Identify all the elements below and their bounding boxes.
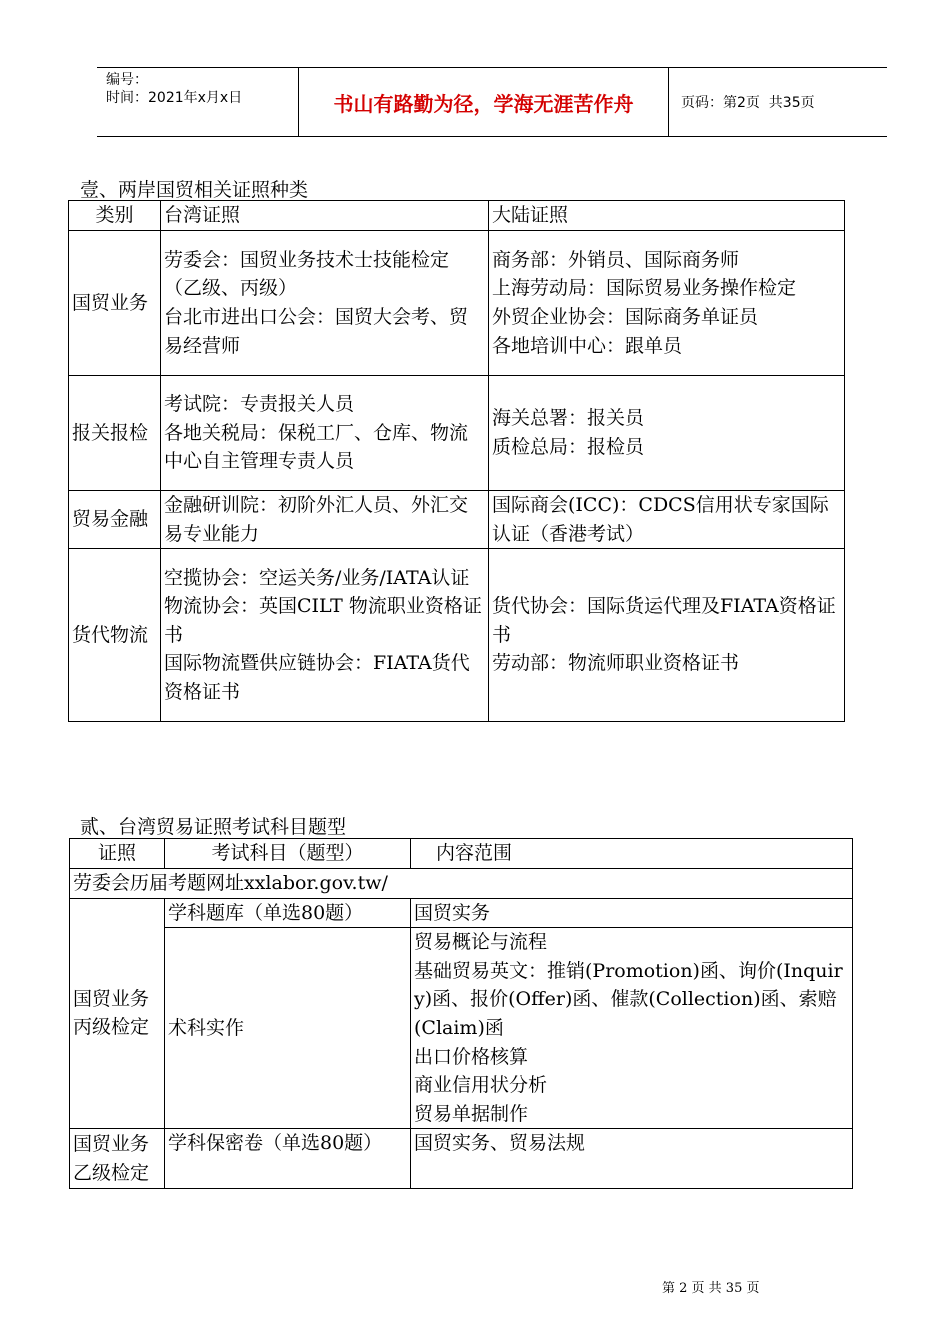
table-row: [69, 549, 845, 722]
header-category: 类别: [69, 201, 161, 231]
row-taiwan: [161, 491, 489, 549]
table-row: [70, 928, 853, 1129]
mainland-line: 国际商会(ICC)：CDCS信用状专家国际认证（香港考试）: [492, 494, 829, 545]
header-taiwan: 台湾证照: [161, 201, 489, 231]
table-header-row: [70, 839, 853, 869]
cert-types-table: [68, 200, 845, 722]
mainland-line: 质检总局：报检员: [492, 436, 645, 458]
number-label: 编号：: [106, 72, 148, 88]
row-taiwan: [161, 231, 489, 376]
row-category: 国贸业务: [69, 231, 161, 376]
row-content: [411, 928, 853, 1129]
page-header: [97, 67, 887, 137]
time-label: 时间：2021年x月x日: [106, 90, 243, 106]
content-line: 基础贸易英文：推销(Promotion)函、询价(Inquiry)函、报价(Offer)函、催款(Collection)函、索赔(Claim)函: [414, 959, 843, 1039]
mainland-line: 货代协会：国际货运代理及FIATA资格证书: [492, 595, 836, 646]
content-line: 商业信用状分析: [414, 1074, 548, 1097]
header-mainland: 大陆证照: [489, 201, 845, 231]
header-motto: 书山有路勤为径，学海无涯苦作舟: [299, 68, 669, 136]
row-taiwan: [161, 376, 489, 491]
content-line: 贸易概论与流程: [414, 931, 548, 954]
mainland-line: 各地培训中心：跟单员: [492, 334, 683, 357]
mainland-line: 海关总署：报关员: [492, 407, 645, 430]
table-row: [69, 491, 845, 549]
taiwan-line: 劳委会：国贸业务技术士技能检定（乙级、丙级）: [164, 248, 450, 300]
header-content: 内容范围: [411, 839, 853, 869]
row-category: 贸易金融: [69, 491, 161, 549]
taiwan-line: 空揽协会：空运关务/业务/IATA认证: [164, 566, 470, 589]
row-subject: 学科题库（单选80题）: [165, 898, 411, 928]
mainland-line: 商务部：外销员、国际商务师: [492, 248, 740, 271]
mainland-line: 外贸企业协会：国际商务单证员: [492, 306, 759, 328]
taiwan-line: 金融研训院：初阶外汇人员、外汇交易专业能力: [164, 494, 469, 545]
header-meta: [97, 68, 299, 136]
header-cert: 证照: [70, 839, 165, 869]
table-row: [70, 898, 853, 928]
mainland-line: 上海劳动局：国际贸易业务操作检定: [492, 277, 797, 300]
mainland-line: 劳动部：物流师职业资格证书: [492, 652, 740, 675]
row-subject: 学科保密卷（单选80题）: [165, 1129, 411, 1189]
section1-title: 壹、两岸国贸相关证照种类: [80, 179, 309, 201]
header-page: [669, 68, 887, 136]
row-cert: 国贸业务丙级检定: [70, 898, 165, 1129]
taiwan-line: 国际物流暨供应链协会：FIATA货代资格证书: [164, 652, 470, 704]
row-content: 国贸实务: [411, 898, 853, 928]
content-line: 出口价格核算: [414, 1045, 529, 1068]
row-category: 报关报检: [69, 376, 161, 491]
page-footer: 第 2 页 共 35 页: [662, 1281, 760, 1296]
row-cert: 国贸业务乙级检定: [70, 1129, 165, 1189]
page-label: 页码：第2页 共35页: [681, 95, 815, 111]
row-category: 货代物流: [69, 549, 161, 722]
exam-subjects-table: [69, 838, 853, 1189]
taiwan-line: 考试院：专责报关人员: [164, 393, 355, 416]
section2-title: 贰、台湾贸易证照考试科目题型: [80, 816, 347, 838]
content-line: 贸易单据制作: [414, 1102, 529, 1125]
table-row: [70, 868, 853, 898]
row-mainland: [489, 376, 845, 491]
taiwan-line: 台北市进出口公会：国贸大会考、贸易经营师: [164, 306, 469, 357]
row-mainland: [489, 549, 845, 722]
table-row: [70, 1129, 853, 1189]
table-row: [69, 376, 845, 491]
table-row: [69, 231, 845, 376]
taiwan-line: 物流协会：英国CILT 物流职业资格证书: [164, 595, 482, 646]
row-mainland: [489, 491, 845, 549]
row-content: 国贸实务、贸易法规: [411, 1129, 853, 1189]
row-mainland: [489, 231, 845, 376]
taiwan-line: 各地关税局：保税工厂、仓库、物流中心自主管理专责人员: [164, 421, 469, 473]
table-header-row: [69, 201, 845, 231]
header-subject: 考试科目（题型）: [165, 839, 411, 869]
exam-url-row: 劳委会历届考题网址xxlabor.gov.tw/: [70, 868, 853, 898]
row-subject: 术科实作: [165, 928, 411, 1129]
row-taiwan: [161, 549, 489, 722]
